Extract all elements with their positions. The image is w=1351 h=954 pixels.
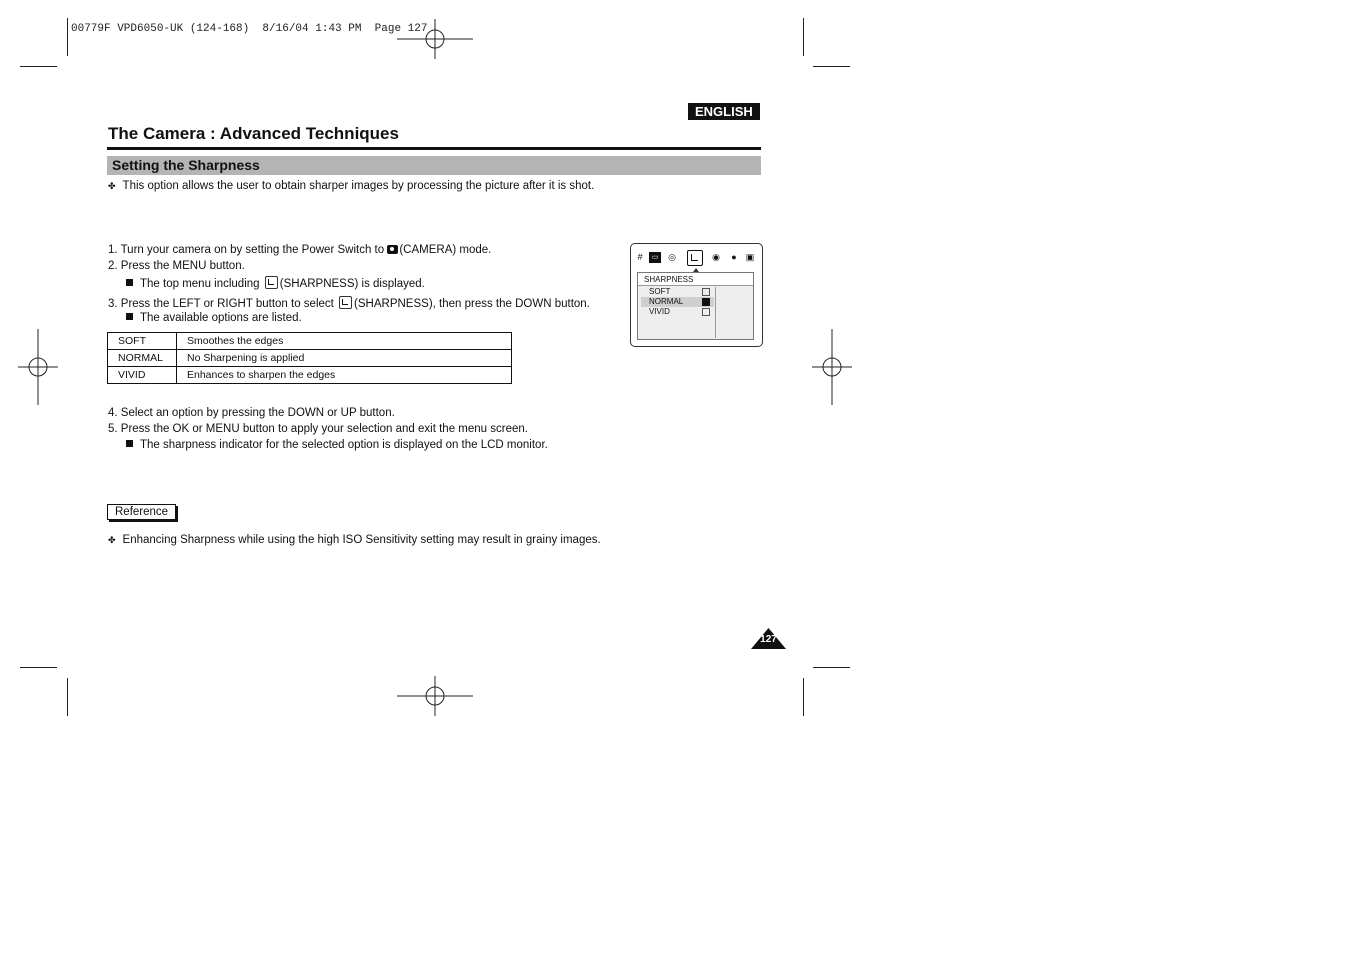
lcd-menu-item-label: SOFT: [649, 287, 671, 296]
trim-mark: [813, 667, 850, 668]
print-slug: 00779F VPD6050-UK (124-168) 8/16/04 1:43 PM Page 127: [71, 23, 428, 35]
option-description: Smoothes the edges: [177, 333, 512, 350]
quality-icon: ◎: [668, 252, 676, 262]
title-rule: [107, 147, 761, 150]
step-2-note: [126, 276, 425, 290]
step-5: 5. Press the OK or MENU button to apply your selection and exit the menu screen.: [108, 423, 528, 435]
table-row: [108, 350, 512, 367]
option-description: Enhances to sharpen the edges: [177, 367, 512, 384]
step-2-note-text: The top menu including: [140, 278, 263, 290]
trim-mark: [20, 66, 57, 67]
registration-mark-icon: [0, 329, 76, 405]
option-name: NORMAL: [108, 350, 177, 367]
registration-mark-icon: [397, 1, 473, 77]
step-3-note: [126, 312, 302, 324]
timer-icon: ●: [731, 252, 737, 262]
step-3-text: 3. Press the LEFT or RIGHT button to select: [108, 298, 338, 310]
lcd-menu-item: [641, 307, 714, 317]
reference-note: [108, 534, 601, 546]
language-badge: ENGLISH: [688, 103, 760, 120]
table-row: [108, 367, 512, 384]
lcd-menu-item-label: NORMAL: [649, 297, 684, 306]
step-3-text-end: (SHARPNESS), then press the DOWN button.: [354, 298, 590, 310]
lcd-menu-item: [641, 287, 714, 297]
section-title: Setting the Sharpness: [107, 156, 761, 175]
step-4: 4. Select an option by pressing the DOWN or UP button.: [108, 407, 395, 419]
sharpness-icon: [339, 296, 352, 309]
camera-effect-icon: ◉: [712, 252, 720, 262]
vivid-icon: [702, 308, 710, 316]
step-1-text: 1. Turn your camera on by setting the Power Switch to: [108, 244, 388, 256]
table-row: [108, 333, 512, 350]
lcd-menu-item-label: VIVID: [649, 307, 670, 316]
trim-mark: [67, 678, 68, 716]
grid-icon: #: [637, 252, 643, 262]
step-2: 2. Press the MENU button.: [108, 260, 245, 272]
options-table: [107, 332, 512, 384]
trim-mark: [803, 678, 804, 716]
intro-body: This option allows the user to obtain sharper images by processing the picture after it is shot.: [122, 180, 595, 192]
cross-bullet-icon: ✤: [108, 181, 116, 191]
step-2-note-text-end: (SHARPNESS) is displayed.: [279, 278, 425, 290]
step-3-note-text: The available options are listed.: [140, 312, 302, 324]
registration-mark-icon: [397, 658, 473, 734]
registration-mark-icon: [794, 329, 870, 405]
trim-mark: [20, 667, 57, 668]
page-number: 127: [760, 634, 777, 645]
sharpness-icon: [265, 276, 278, 289]
option-name: SOFT: [108, 333, 177, 350]
page-title: The Camera : Advanced Techniques: [108, 124, 399, 143]
step-3: [108, 296, 590, 310]
lcd-menu-panel: [637, 272, 754, 340]
step-5-note-text: The sharpness indicator for the selected option is displayed on the LCD monitor.: [140, 439, 548, 451]
sharpness-icon: [687, 250, 703, 266]
square-bullet-icon: [126, 313, 133, 320]
option-description: No Sharpening is applied: [177, 350, 512, 367]
step-1: [108, 244, 491, 256]
step-5-note: [126, 439, 548, 451]
normal-icon: [702, 298, 710, 306]
reference-note-text: Enhancing Sharpness while using the high ISO Sensitivity setting may result in grainy images.: [122, 534, 601, 546]
lcd-menu-illustration: [630, 243, 763, 347]
lcd-menu-title: SHARPNESS: [638, 273, 753, 286]
trim-mark: [67, 18, 68, 56]
soft-icon: [702, 288, 710, 296]
intro-text: [108, 180, 594, 192]
square-bullet-icon: [126, 440, 133, 447]
cross-bullet-icon: ✤: [108, 535, 116, 545]
setup-icon: ▣: [745, 252, 755, 262]
camera-icon: [387, 245, 398, 254]
trim-mark: [813, 66, 850, 67]
reference-label: Reference: [107, 504, 176, 520]
trim-mark: [803, 18, 804, 56]
size-icon: ▭: [649, 252, 661, 263]
step-1-text-end: (CAMERA) mode.: [399, 244, 492, 256]
square-bullet-icon: [126, 279, 133, 286]
option-name: VIVID: [108, 367, 177, 384]
lcd-menu-item-selected: [641, 297, 714, 307]
